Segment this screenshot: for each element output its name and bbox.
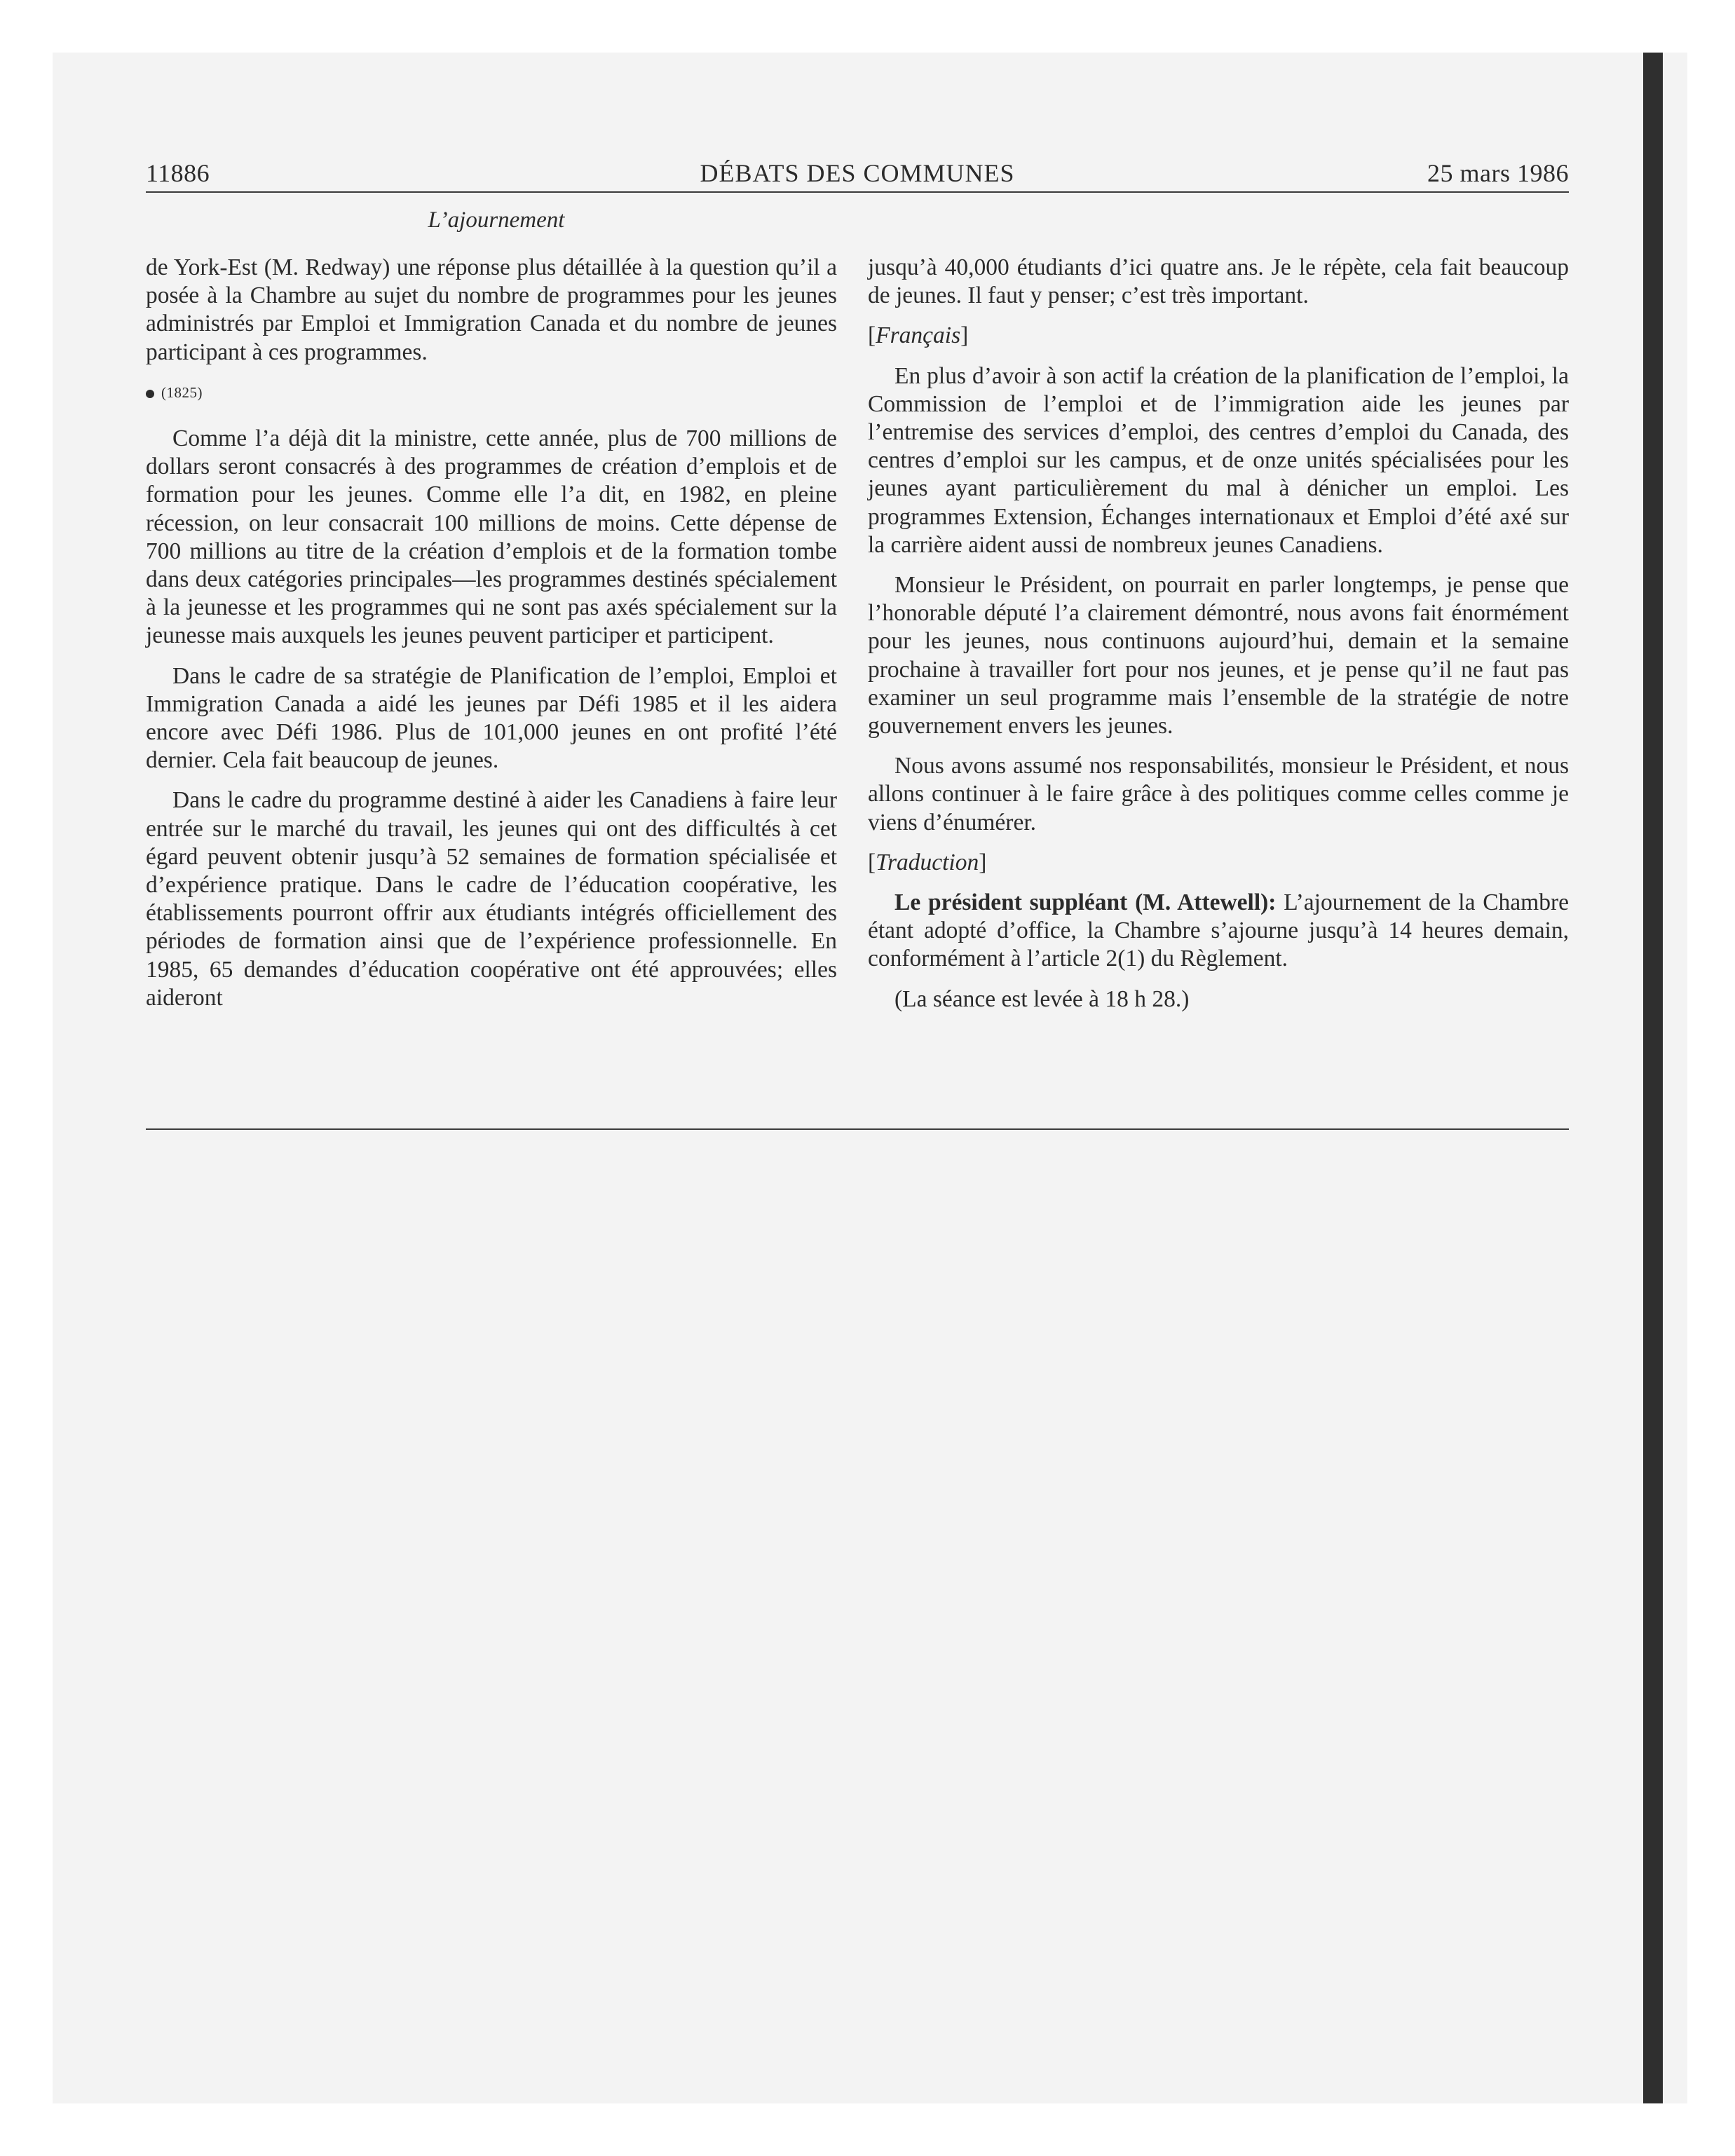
speaker-name: Le président suppléant (M. Attewell): (894, 889, 1277, 916)
speaker-text: L’ajournement de la Chambre étant adopté d’office, la Chambre s’ajourne jusqu’à 14 heures demain, conformément à l’article 2(1) du Règlement. (868, 889, 1569, 972)
paragraph: Monsieur le Président, on pourrait en parler longtemps, je pense que l’honorable député l’a clairement démontré, nous avons fait énormément pour les jeunes, nous continuons aujourd’hui, demain et la semaine prochaine à travailler fort pour nos jeunes, et je pense qu’il ne faut pas examiner un seul programme mais l’ensemble de la stratégie de notre gouvernement envers les jeunes. (868, 572, 1569, 739)
scan-edge-shadow (1643, 53, 1663, 2103)
left-column (146, 254, 837, 1024)
language-tag-label: Français (876, 322, 961, 349)
time-marker-label: (1825) (161, 383, 203, 401)
language-tag: [Français] (868, 322, 969, 349)
paragraph: Nous avons assumé nos responsabilités, monsieur le Président, et nous allons continuer à le faire grâce à des politiques comme celles comme je viens d’énumérer. (868, 753, 1569, 835)
paragraph: Dans le cadre du programme destiné à aider les Canadiens à faire leur entrée sur le marché du travail, les jeunes qui ont des difficultés à cet égard peuvent obtenir jusqu’à 52 semaines de formation spécialisée et d’expérience pratique. Dans le cadre de l’éducation coopérative, les établissements pourront offrir aux étudiants intégrés officiellement des périodes de formation ainsi que de l’expérience professionnelle. En 1985, 65 demandes d’éducation coopérative ont été approuvées; elles aideront (146, 787, 837, 1011)
paragraph: Dans le cadre de sa stratégie de Planification de l’emploi, Emploi et Immigration Canada a aidé les jeunes par Défi 1985 et il les aidera encore avec Défi 1986. Plus de 101,000 jeunes en ont profité l’été dernier. Cela fait beaucoup de jeunes. (146, 662, 837, 774)
publication-title: DÉBATS DES COMMUNES (700, 159, 1015, 187)
right-column (868, 254, 1569, 1025)
footer-rule (146, 1128, 1569, 1130)
bullet-icon (146, 390, 154, 398)
paragraph: Comme l’a déjà dit la ministre, cette année, plus de 700 millions de dollars seront consacrés à des programmes de création d’emplois et de formation pour les jeunes. Comme elle l’a dit, en 1982, en pleine récession, on leur consacrait 100 millions de moins. Cette dépense de 700 millions au titre de la création d’emplois et de la formation tombe dans deux catégories principales—les programmes destinés spécialement à la jeunesse et les programmes qui ne sont pas axés spécialement sur la jeunesse mais auxquels les jeunes peuvent participer et participent. (146, 425, 837, 649)
paragraph: de York-Est (M. Redway) une réponse plus détaillée à la question qu’il a posée à la Chambre au sujet du nombre de programmes pour les jeunes administrés par Emploi et Immigration Canada et du nombre de jeunes participant à ces programmes. (146, 254, 837, 365)
language-tag-label: Traduction (876, 849, 979, 875)
paragraph: En plus d’avoir à son actif la création de la planification de l’emploi, la Commission de l’emploi et de l’immigration aide les jeunes par l’entremise des services d’emploi, des centres d’emploi du Canada, des centres d’emploi sur les campus, et de onze unités spécialisées pour les jeunes ayant particulièrement du mal à dénicher un emploi. Les programmes Extension, Échanges internationaux et Emploi d’été axé sur la carrière aident aussi de nombreux jeunes Canadiens. (868, 362, 1569, 558)
publication-date: 25 mars 1986 (1427, 159, 1569, 187)
speaker-paragraph (868, 889, 1569, 974)
closing-note: (La séance est levée à 18 h 28.) (894, 985, 1190, 1012)
language-tag: [Traduction] (868, 849, 987, 875)
section-heading: L’ajournement (428, 207, 565, 233)
header-rule (146, 191, 1569, 193)
page-header (146, 158, 1569, 195)
paragraph: jusqu’à 40,000 étudiants d’ici quatre ans. Je le répète, cela fait beaucoup de jeunes. Il faut y penser; c’est très important. (868, 254, 1569, 309)
time-marker (146, 378, 837, 407)
page-number: 11886 (146, 159, 210, 187)
